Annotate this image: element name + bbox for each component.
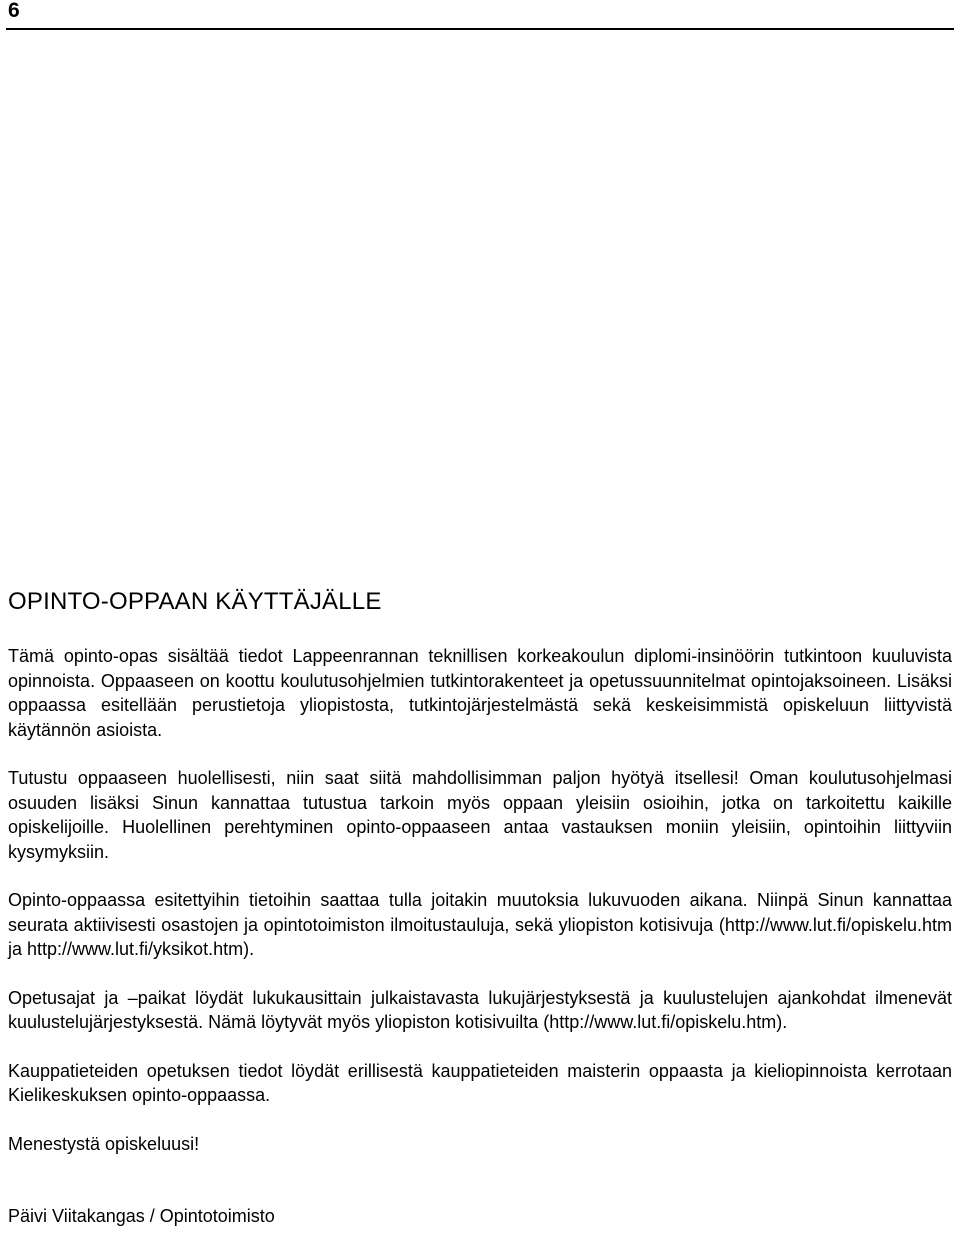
paragraph-good-luck: Menestystä opiskeluusi!	[8, 1133, 200, 1154]
paragraph-intro: Tämä opinto-opas sisältää tiedot Lappeenrannan teknillisen korkeakoulun diplomi-insinöörin tutkintoon kuuluvista opinnoista. Oppaaseen on koottu koulutusohjelmien tutkintorakenteet ja opetussuunnitelmat opintojaksoineen. Lisäksi oppaassa esitellään perustietoja yliopistosta, tutkintojärjestelmästä sekä keskeisimmistä opiskeluun liittyvistä käytännön asioista.	[8, 646, 952, 740]
page-title: OPINTO-OPPAAN KÄYTTÄJÄLLE	[8, 588, 382, 615]
signature: Päivi Viitakangas / Opintotoimisto	[8, 1206, 275, 1226]
header-rule	[6, 28, 954, 30]
paragraph-schedules: Opetusajat ja –paikat löydät lukukausittain julkaistavasta lukujärjestyksestä ja kuulustelujen ajankohdat ilmenevät kuulustelujärjestyksestä. Nämä löytyvät myös yliopiston kotisivuilta (http://www.lut.fi/opiskelu.htm).	[8, 987, 952, 1032]
document-body	[8, 586, 952, 1229]
paragraph-read-carefully: Tutustu oppaaseen huolellisesti, niin saat siitä mahdollisimman paljon hyötyä itsellesi! Oman koulutusohjelmasi osuuden lisäksi Sinun kannattaa tutustua tarkoin myös oppaan yleisiin osioihin, jotka on tarkoitettu kaikille opiskelijoille. Huolellinen perehtyminen opinto-oppaaseen antaa vastauksen moniin yleisiin, opintoihin liittyviin kysymyksiin.	[8, 768, 952, 862]
page-number: 6	[8, 0, 20, 22]
paragraph-business-studies: Kauppatieteiden opetuksen tiedot löydät erillisestä kauppatieteiden maisterin oppaasta ja kieliopinnoista kerrotaan Kielikeskuksen opinto-oppaassa.	[8, 1060, 952, 1105]
paragraph-changes: Opinto-oppaassa esitettyihin tietoihin saattaa tulla joitakin muutoksia lukuvuoden aikana. Niinpä Sinun kannattaa seurata aktiivisesti osastojen ja opintotoimiston ilmoitustauluja, sekä yliopiston kotisivuja (http://www.lut.fi/opiskelu.htm ja http://www.lut.fi/yksikot.htm).	[8, 890, 952, 959]
